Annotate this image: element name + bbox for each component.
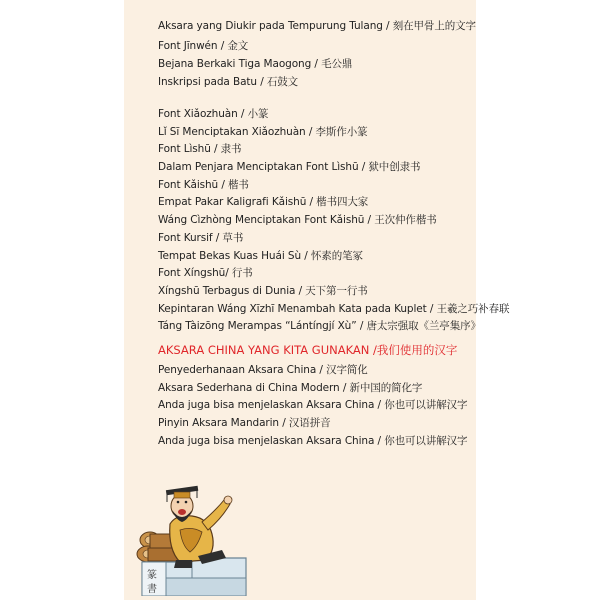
stone-char: 書 [147,584,157,595]
toc-entry: Penyederhanaan Aksara China / 汉字简化 [158,364,368,376]
toc-entry: Dalam Penjara Menciptakan Font Lìshū / 狱中创隶书 [158,161,421,173]
toc-entry: Font Kursif / 草书 [158,232,244,244]
toc-entry: Kepintaran Wáng Xīzhī Menambah Kata pada Kuplet / 王羲之巧补春联 [158,303,510,315]
toc-entry: Bejana Berkaki Tiga Maogong / 毛公鼎 [158,58,353,70]
toc-entry: Xíngshū Terbagus di Dunia / 天下第一行书 [158,285,368,297]
toc-entry: Aksara yang Diukir pada Tempurung Tulang / 刻在甲骨上的文字 [158,20,476,32]
toc-entry: Inskripsi pada Batu / 石鼓文 [158,76,299,88]
stone-steps [142,558,246,596]
toc-entry: Aksara Sederhana di China Modern / 新中国的简化字 [158,382,423,394]
toc-entry: Font Kǎishū / 楷书 [158,179,249,191]
toc-entry: Anda juga bisa menjelaskan Aksara China / 你也可以讲解汉字 [158,435,468,447]
toc-entry: Empat Pakar Kaligrafi Kǎishū / 楷书四大家 [158,196,369,208]
toc-entry: Wáng Cìzhòng Menciptakan Font Kǎishū / 王次仲作楷书 [158,214,437,226]
toc-entry: Font Lìshū / 隶书 [158,143,242,155]
toc-entry: Font Xíngshū/ 行书 [158,267,253,279]
toc-entry: Pinyin Aksara Mandarin / 汉语拼音 [158,417,331,429]
toc-entry: Tempat Bekas Kuas Huái Sù / 怀素的笔冢 [158,250,363,262]
emperor-figure [166,486,232,568]
toc-entry: Font Jīnwén / 金文 [158,40,249,52]
toc-entry: Lǐ Sī Menciptakan Xiǎozhuàn / 李斯作小篆 [158,126,368,138]
toc-entry: Font Xiǎozhuàn / 小篆 [158,108,269,120]
emperor-illustration [136,480,256,596]
toc-entry: Táng Tàizōng Merampas “Lántíngjí Xù” / 唐太宗强取《兰亭集序》 [158,320,481,332]
section-heading: AKSARA CHINA YANG KITA GUNAKAN /我们使用的汉字 [158,343,458,357]
toc-entry: Anda juga bisa menjelaskan Aksara China / 你也可以讲解汉字 [158,399,468,411]
stone-char: 篆 [147,570,157,581]
